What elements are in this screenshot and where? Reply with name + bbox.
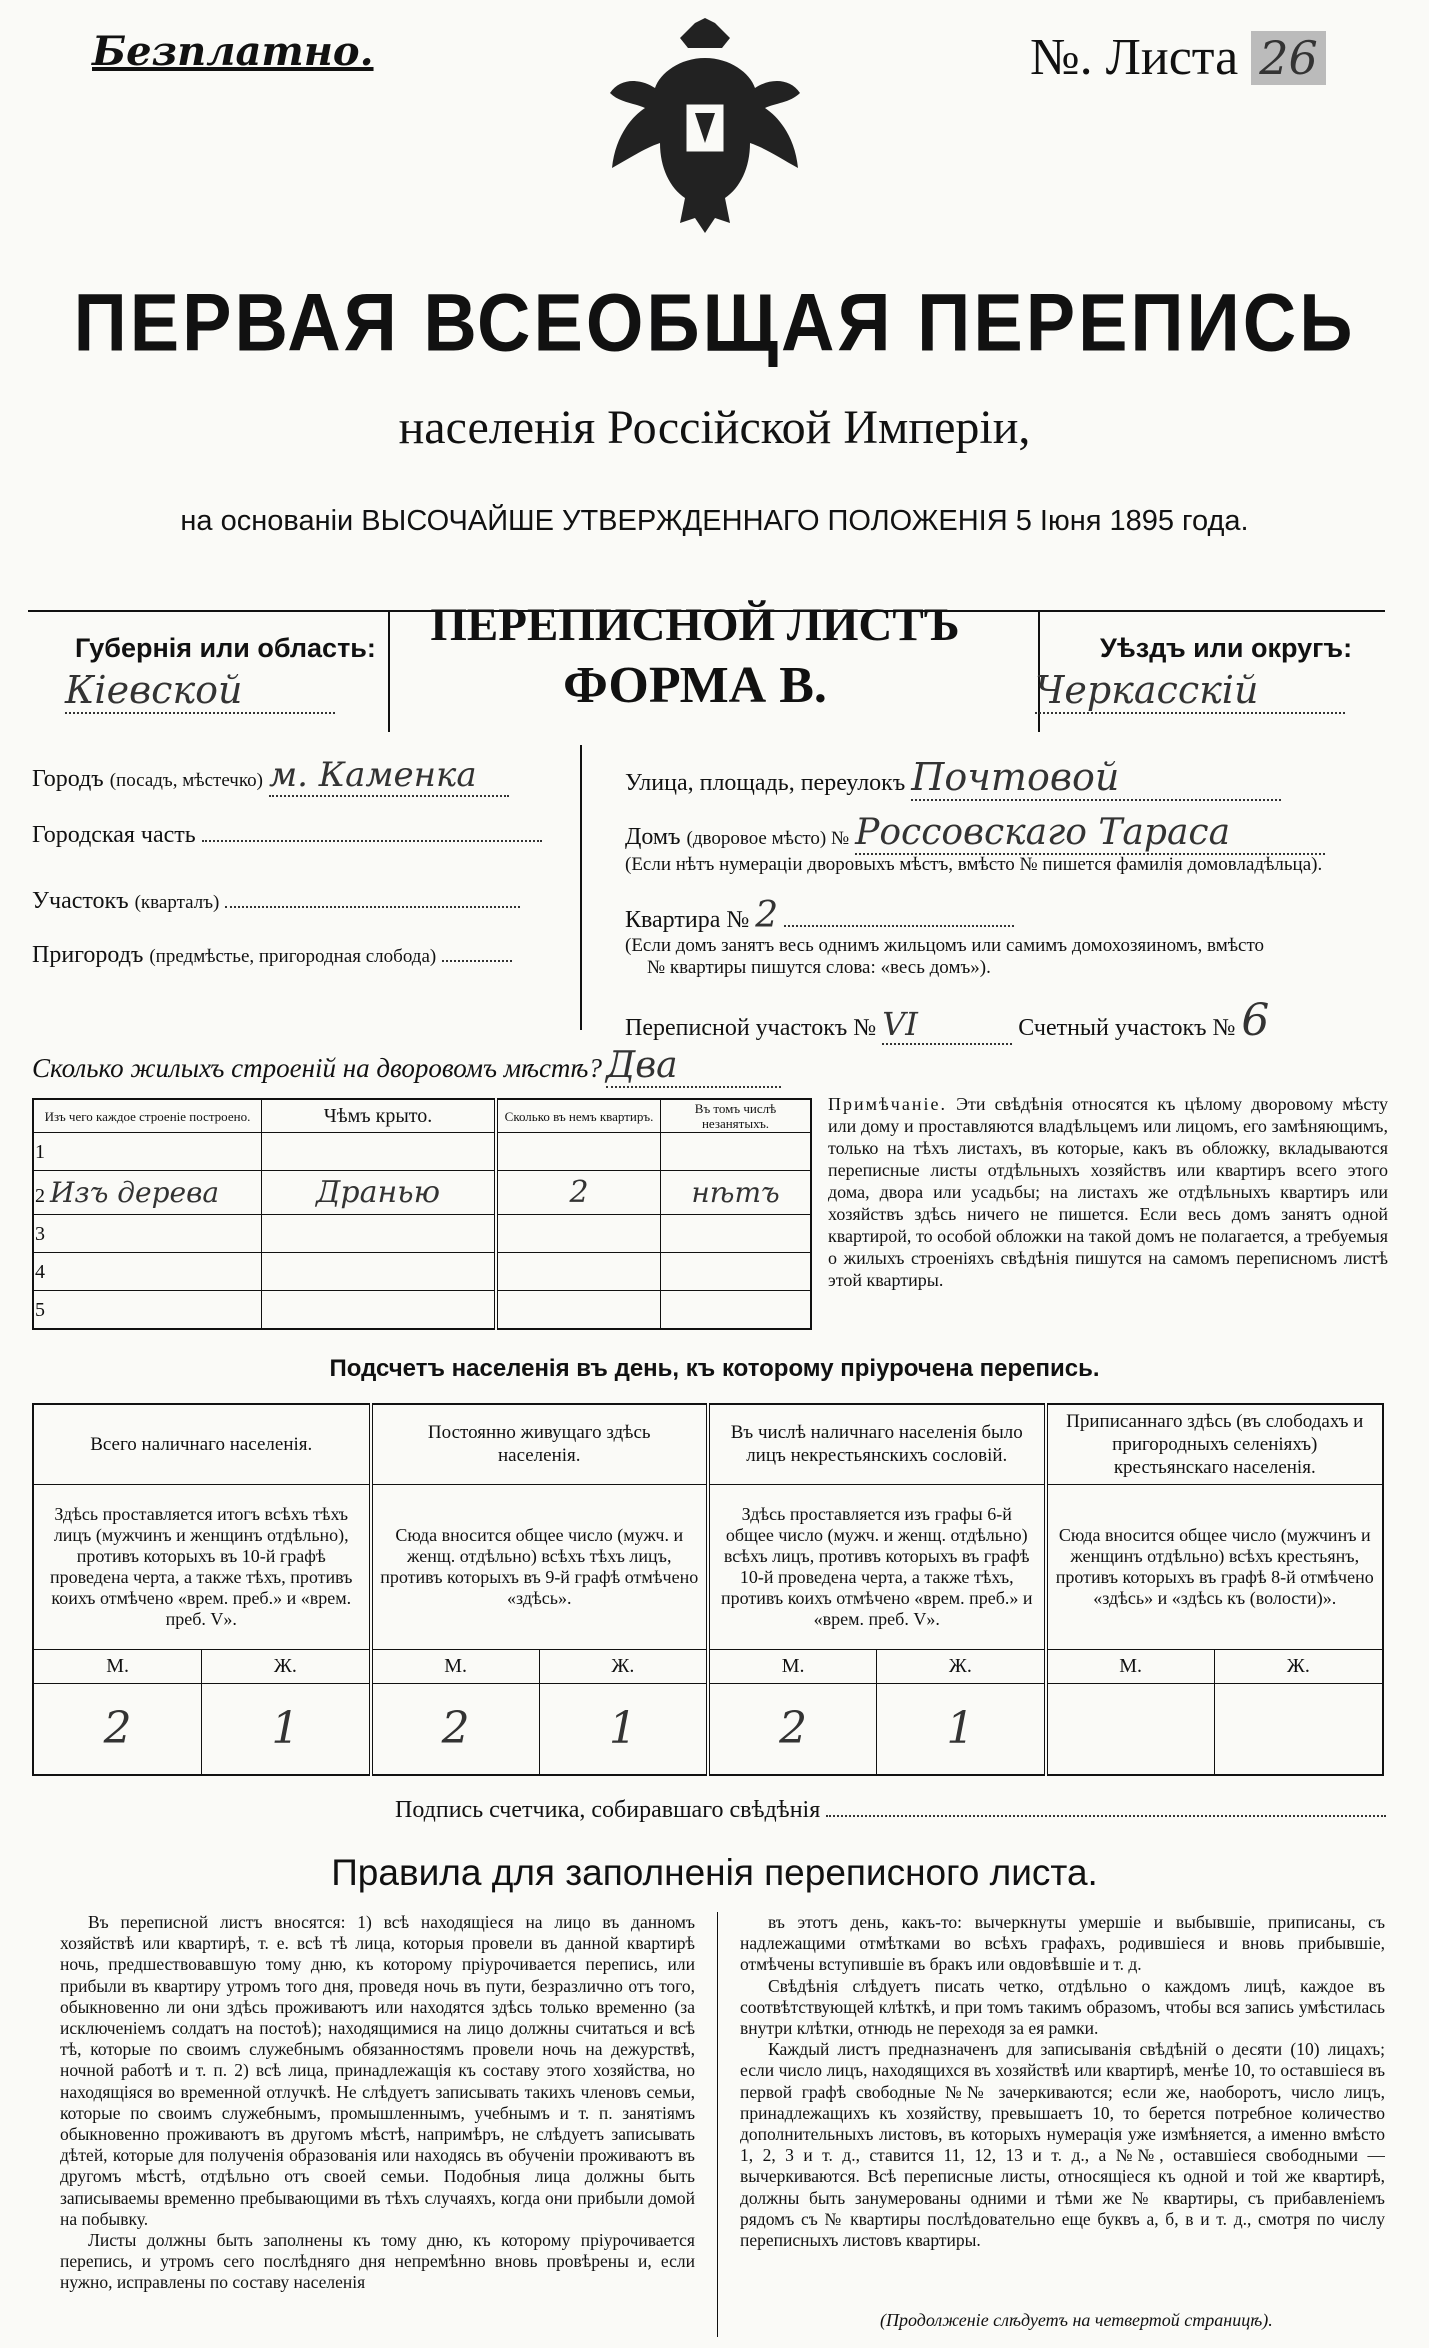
rules-paragraph: Листы должны быть заполнены къ тому дню, къ которому пріурочивается перепись, и утромъ сего послѣдняго дня непремѣнно вновь провѣрены и, если нужно, исправлены по составу населенія [60,2230,695,2293]
roof-cell [262,1291,497,1329]
peasant-male-value [1046,1683,1215,1775]
form-name: ФОРМА В. [563,657,827,714]
female-label: Ж. [877,1649,1046,1683]
population-col1-header: Всего наличнаго населенія. [33,1404,371,1484]
city-line [32,755,567,797]
table-row [33,1253,811,1291]
row-number: 3 [35,1223,45,1245]
street-label: Улица, площадь, переулокъ [625,770,906,796]
population-col2-desc: Сюда вносится общее число (мужч. и женщ. отдѣльно) всѣхъ тѣхъ лицъ, противъ которыхъ въ 9-й графѣ отмѣчено «здѣсь». [371,1484,709,1649]
material-cell: Изъ дерева [50,1176,220,1209]
buildings-note-text: Эти свѣдѣнія относятся къ цѣлому дворовому мѣсту или дому и проставляются владѣльцемъ или лицомъ, его замѣняющимъ, только на тѣхъ листахъ, въ которые, какъ въ обложку, вкладываются переписные листы отдѣльныхъ хозяйствъ или квартиръ всего этого дома, двора или усадьбы; на листахъ же отдѣльныхъ квартиръ или хозяйствъ здѣсь ничего не пишется. Если весь домъ занятъ одной квартирой, то особой обложки на такой домъ не полагается, а требуемыя о жилыхъ строеніяхъ свѣдѣнія пишутся на самомъ переписномъ листѣ этой квартиры. [828,1094,1388,1290]
total-male-value: 2 [33,1683,202,1775]
rules-left-column [60,1912,695,2337]
apartments-cell: 2 [496,1171,661,1215]
male-label: М. [33,1649,202,1683]
counting-district-value: 6 [1241,995,1270,1046]
census-district-label: Переписной участокъ № [625,1015,877,1041]
vacant-cell [661,1215,812,1253]
uezd-label: Уѣздъ или округъ: [1100,633,1353,663]
counting-district-label: Счетный участокъ № [1018,1015,1236,1041]
vacant-cell: нѣтъ [661,1171,812,1215]
roof-cell [262,1215,497,1253]
apartment-line [625,895,1014,936]
street-value: Почтовой [911,755,1281,801]
house-label: Домъ [625,824,681,850]
rules-paragraph: Каждый листъ предназначенъ для записыванія свѣдѣній о десяти (10) лицахъ; если число лицъ, находящихся въ хозяйствѣ или квартирѣ, менѣе 10, то оставшіеся въ первой графѣ свободные №№ зачеркиваются; если же, наоборотъ, число лицъ, принадлежащихъ къ хозяйству, превышаетъ 10, то берется потребное количество дополнительныхъ листовъ, въ которыхъ нумерація уже измѣняется, а именно вмѣсто 1, 2, 3 и т. д., ставится 11, 12, 13 и т. д., а №№, оставшіеся свободными — вычеркиваются. Всѣ переписные листы, относящіеся къ одной и той же квартирѣ, должны быть занумерованы одними и тѣми же № квартиры, съ прибавленіемъ рядомъ съ № квартиры послѣдовательно еще буквъ а, б, в и т. д., смотря по числу переписныхъ листовъ квартиры. [740,2039,1385,2251]
buildings-header-apartments: Сколько въ немъ квартиръ. [496,1099,661,1133]
rules-right-column [740,1912,1385,2312]
vacant-cell [661,1291,812,1329]
buildings-table [32,1098,812,1330]
row-number: 1 [35,1141,45,1163]
apartments-cell [496,1133,661,1171]
free-label: Безплатно. [92,28,374,75]
vacant-cell [661,1133,812,1171]
male-label: М. [708,1649,877,1683]
precinct-line [32,888,567,915]
page-subtitle: населенія Россійской Имперіи, [398,401,1031,454]
gubernia-value: Кіевской [65,668,335,714]
buildings-question [32,1045,781,1088]
buildings-header-vacant: Въ томъ числѣ незанятыхъ. [661,1099,812,1133]
table-row [33,1133,811,1171]
table-row [33,1215,811,1253]
city-hint: (посадъ, мѣстечко) [109,770,263,791]
city-part-line [32,822,567,849]
apartment-note-line-1: (Если домъ занятъ весь однимъ жильцомъ или самимъ домохозяиномъ, вмѣсто [625,935,1265,956]
apartment-note-line-2: № квартиры пишутся слова: «весь домъ»). [647,957,991,978]
buildings-note-title: Примѣчаніе. [828,1094,947,1114]
suburb-label: Пригородъ [32,942,144,968]
sheet-number-value: 26 [1251,31,1326,85]
city-part-label: Городская часть [32,822,196,848]
street-line [625,755,1281,801]
total-female-value: 1 [202,1683,371,1775]
table-row [33,1291,811,1329]
table-row [33,1171,811,1215]
buildings-answer: Два [606,1045,781,1088]
signature-label: Подпись счетчика, собиравшаго свѣдѣнія [395,1797,821,1823]
row-number: 4 [35,1261,45,1283]
district-line [625,995,1269,1046]
city-label: Городъ [32,766,104,792]
rules-title: Правила для заполненія переписного листа. [331,1852,1098,1893]
female-label: Ж. [539,1649,708,1683]
population-col2-header: Постоянно живущаго здѣсь населенія. [371,1404,709,1484]
buildings-note [828,1093,1388,1291]
apartments-cell [496,1253,661,1291]
roof-cell [262,1133,497,1171]
rules-paragraph: Свѣдѣнія слѣдуетъ писать четко, отдѣльно о каждомъ лицѣ, каждое въ соотвѣтствующей клѣткѣ, и при томъ такимъ образомъ, чтобы вся запись умѣстилась внутри клѣтки, отнюдь не переходя за ея рамки. [740,1975,1385,2039]
page-title: ПЕРВАЯ ВСЕОБЩАЯ ПЕРЕПИСЬ [73,276,1356,369]
suburb-hint: (предмѣстье, пригородная слобода) [149,946,437,967]
row-number: 2 [35,1185,45,1207]
apartment-note [625,935,1264,979]
city-value: м. Каменка [269,755,509,797]
census-district-value: VI [882,1005,1012,1045]
permanent-female-value: 1 [539,1683,708,1775]
legal-basis: на основаніи ВЫСОЧАЙШЕ УТВЕРЖДЕННАГО ПОЛОЖЕНІЯ 5 Іюня 1895 года. [180,505,1249,537]
sheet-title: ПЕРЕПИСНОЙ ЛИСТЪ [430,599,960,651]
buildings-header-material: Изъ чего каждое строеніе построено. [33,1099,262,1133]
apartments-cell [496,1215,661,1253]
vacant-cell [661,1253,812,1291]
female-label: Ж. [202,1649,371,1683]
peasant-female-value [1214,1683,1383,1775]
population-table [32,1403,1384,1776]
row-number: 5 [35,1298,45,1321]
population-col4-header: Приписаннаго здѣсь (въ слободахъ и пригородныхъ селеніяхъ) крестьянскаго населенія. [1046,1404,1384,1484]
population-title: Подсчетъ населенія въ день, къ которому пріурочена перепись. [329,1355,1100,1382]
house-hint: (дворовое мѣсто) № [686,828,850,849]
uezd-value: Черкасскій [1035,668,1345,714]
house-line [625,812,1325,855]
precinct-hint: (кварталъ) [134,892,220,913]
suburb-line [32,942,577,969]
non-peasant-male-value: 2 [708,1683,877,1775]
apartments-cell [496,1291,661,1329]
rules-paragraph: Въ переписной листъ вносятся: 1) всѣ находящіеся на лицо въ данномъ хозяйствѣ или квартирѣ, т. е. всѣ тѣ лица, которыя провели въ данной квартирѣ ночь, предшествовавшую тому дню, къ которому пріурочивается перепись, или прибыли въ квартиру утромъ того дня, проведя ночь въ пути, безразлично отъ того, обыкновенно ли они здѣсь проживаютъ или находятся здѣсь только временно (за исключеніемъ солдатъ на постоѣ); находящимися на лицо должны считаться и всѣ тѣ, которые по своимъ служебнымъ обязанностямъ провели ночь на дежурствѣ, ночной работѣ и т. п. 2) всѣ лица, принадлежащія къ составу этого хозяйства, но находящіяся во временной отлучкѣ. Не слѣдуетъ записывать такихъ членовъ семьи, которые по своимъ служебнымъ, промышленнымъ, учебнымъ и т. п. занятіямъ обыкновенно проживаютъ въ другомъ мѣстѣ, напримѣръ, не слѣдуетъ записывать дѣтей, которые для полученія образованія или находясь въ обученіи проживаютъ въ другомъ мѣстѣ, отдѣльно отъ своей семьи. Подобныя лица должны быть записываемы временно пребывающими въ тѣхъ случаяхъ, когда они прибыли домой на побывку. [60,1912,695,2229]
non-peasant-female-value: 1 [877,1683,1046,1775]
population-col4-desc: Сюда вносится общее число (мужчинъ и женщинъ отдѣльно) всѣхъ крестьянъ, противъ которыхъ въ графѣ 8-й отмѣчено «здѣсь» и «здѣсь къ (волости)». [1046,1484,1384,1649]
male-label: М. [1046,1649,1215,1683]
rules-paragraph: въ этотъ день, какъ-то: вычеркнуты умершіе и выбывшіе, приписаны, съ надлежащими отмѣтками во всѣхъ графахъ, родившіеся и вновь прибывшіе, отмѣчены вступившіе въ бракъ или овдовѣвшіе и т. д. [740,1912,1385,1975]
buildings-rows [33,1133,811,1329]
buildings-question-label: Сколько жилыхъ строеній на дворовомъ мѣстѣ? [32,1053,602,1083]
rules-continued: (Продолженіе слѣдуетъ на четвертой страницѣ). [880,2310,1273,2330]
roof-cell [262,1253,497,1291]
crown-icon [680,18,730,48]
buildings-header-roof: Чѣмъ крыто. [262,1099,497,1133]
male-label: М. [371,1649,540,1683]
permanent-male-value: 2 [371,1683,540,1775]
population-col1-desc: Здѣсь проставляется итогъ всѣхъ тѣхъ лицъ (мужчинъ и женщинъ отдѣльно), противъ которыхъ въ 10-й графѣ проведена черта, а также тѣхъ, противъ коихъ отмѣчено «врем. преб.» и «врем. преб. V». [33,1484,371,1649]
signature-line [395,1797,1386,1824]
gubernia-label: Губернія или область: [75,633,376,663]
house-note: (Если нѣтъ нумераціи дворовыхъ мѣстъ, вмѣсто № пишется фамилія домовладѣльца). [625,854,1323,875]
coat-of-arms [600,18,810,248]
population-col3-desc: Здѣсь проставляется изъ графы 6-й общее число (мужч. и женщ. отдѣльно) всѣхъ лицъ, противъ которыхъ въ графѣ 10-й проведена черта, а также тѣхъ, противъ коихъ отмѣчено «врем. преб.» и «врем. преб. V». [708,1484,1046,1649]
apartment-value: 2 [755,895,779,936]
house-value: Россовскаго Тараса [855,812,1325,855]
roof-cell: Дранью [262,1171,497,1215]
precinct-label: Участокъ [32,888,129,914]
sheet-number-label: №. Листа [1030,29,1239,86]
population-col3-header: Въ числѣ наличнаго населенія было лицъ некрестьянскихъ сословій. [708,1404,1046,1484]
female-label: Ж. [1214,1649,1383,1683]
sheet-number [1030,28,1326,87]
apartment-label: Квартира № [625,907,750,933]
